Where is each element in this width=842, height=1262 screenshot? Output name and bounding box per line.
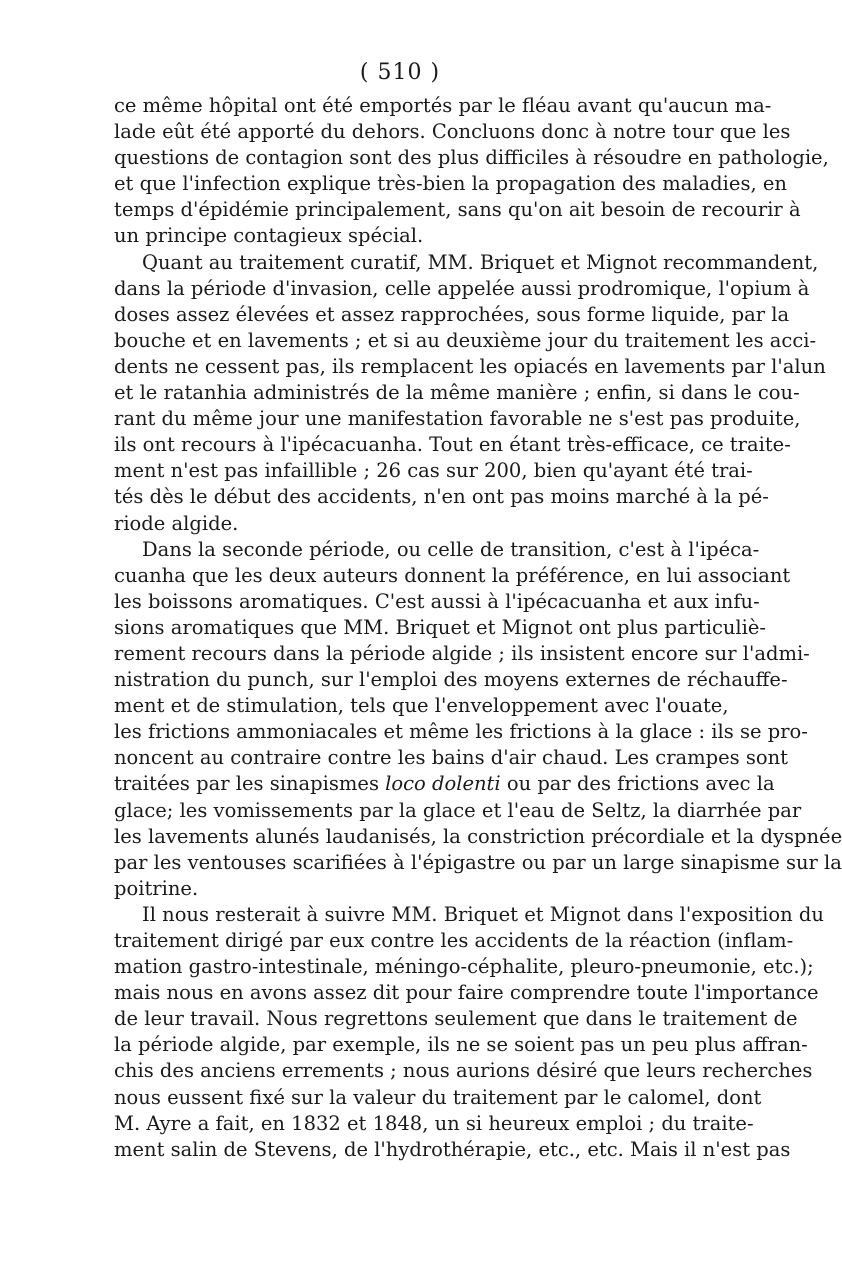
text-line: rant du même jour une manifestation favorable ne s'est pas produite, — [114, 407, 801, 431]
body-text — [114, 93, 842, 1163]
text-line: traitement dirigé par eux contre les accidents de la réaction (inflam- — [114, 929, 794, 952]
text-line: cuanha que les deux auteurs donnent la préférence, en lui associant — [114, 563, 791, 587]
text-line: Quant au traitement curatif, MM. Briquet et Mignot recommandent, — [142, 250, 819, 274]
text-line: ils ont recours à l'ipécacuanha. Tout en étant très-efficace, ce traite- — [114, 433, 791, 457]
text-line: les boissons aromatiques. C'est aussi à l'ipécacuanha et aux infu- — [114, 589, 760, 613]
text-line: ment n'est pas infaillible ; 26 cas sur 200, bien qu'ayant été trai- — [114, 459, 753, 483]
text-line: rement recours dans la période algide ; ils insistent encore sur l'admi- — [114, 641, 810, 665]
text-line: de leur travail. Nous regrettons seulement que dans le traitement de — [114, 1007, 798, 1031]
text-line: tés dès le début des accidents, n'en ont pas moins marché à la pé- — [114, 485, 769, 509]
text-line: nistration du punch, sur l'emploi des moyens externes de réchauffe- — [114, 668, 788, 692]
text-line: chis des anciens errements ; nous aurions désiré que leurs recherches — [114, 1059, 813, 1083]
text-line: temps d'épidémie principalement, sans qu'on ait besoin de recourir à — [114, 198, 801, 222]
text-line: glace; les vomissements par la glace et l'eau de Seltz, la diarrhée par — [114, 798, 802, 822]
text-line: ment et de stimulation, tels que l'enveloppement avec l'ouate, — [114, 694, 729, 718]
text-line: traitées par les sinapismes loco dolenti ou par des frictions avec la — [114, 772, 775, 796]
text-line: bouche et en lavements ; et si au deuxième jour du traitement les acci- — [114, 328, 817, 352]
text-line: et le ratanhia administrés de la même manière ; enfin, si dans le cou- — [114, 381, 800, 405]
text-line: M. Ayre a fait, en 1832 et 1848, un si heureux emploi ; du traite- — [114, 1111, 754, 1135]
text-line: les frictions ammoniacales et même les frictions à la glace : ils se pro- — [114, 720, 808, 744]
text-line: lade eût été apporté du dehors. Concluons donc à notre tour que les — [114, 120, 791, 144]
text-line: Il nous resterait à suivre MM. Briquet et Mignot dans l'exposition du — [142, 902, 824, 926]
text-line: Dans la seconde période, ou celle de transition, c'est à l'ipéca- — [142, 537, 760, 561]
text-line: la période algide, par exemple, ils ne se soient pas un peu plus affran- — [114, 1033, 808, 1057]
italic-phrase: loco dolenti — [385, 772, 501, 796]
text-line: riode algide. — [114, 511, 239, 535]
text-line: poitrine. — [114, 876, 199, 900]
text-line: dents ne cessent pas, ils remplacent les opiacés en lavements par l'alun — [114, 354, 826, 378]
text-line: noncent au contraire contre les bains d'air chaud. Les crampes sont — [114, 746, 788, 770]
text-line: dans la période d'invasion, celle appelée aussi prodromique, l'opium à — [114, 276, 810, 300]
text-line: doses assez élevées et assez rapprochées, sous forme liquide, par la — [114, 302, 790, 326]
page-number: ( 510 ) — [359, 60, 441, 85]
text-line: questions de contagion sont des plus difficiles à résoudre en pathologie, — [114, 146, 829, 170]
text-line: ce même hôpital ont été emportés par le fléau avant qu'aucun ma- — [114, 94, 772, 117]
text-line: mais nous en avons assez dit pour faire comprendre toute l'importance — [114, 981, 819, 1005]
text-line: mation gastro-intestinale, méningo-céphalite, pleuro-pneumonie, etc.); — [114, 955, 814, 979]
text-line: ment salin de Stevens, de l'hydrothérapie, etc., etc. Mais il n'est pas — [114, 1137, 791, 1161]
text-line: les lavements alunés laudanisés, la constriction précordiale et la dyspnée — [114, 824, 842, 848]
text-line: un principe contagieux spécial. — [114, 224, 424, 248]
text-line: par les ventouses scarifiées à l'épigastre ou par un large sinapisme sur la — [114, 850, 842, 874]
text-line: sions aromatiques que MM. Briquet et Mignot ont plus particuliè- — [114, 615, 767, 639]
text-line: nous eussent fixé sur la valeur du traitement par le calomel, dont — [114, 1085, 762, 1109]
text-line: et que l'infection explique très-bien la propagation des maladies, en — [114, 172, 787, 196]
